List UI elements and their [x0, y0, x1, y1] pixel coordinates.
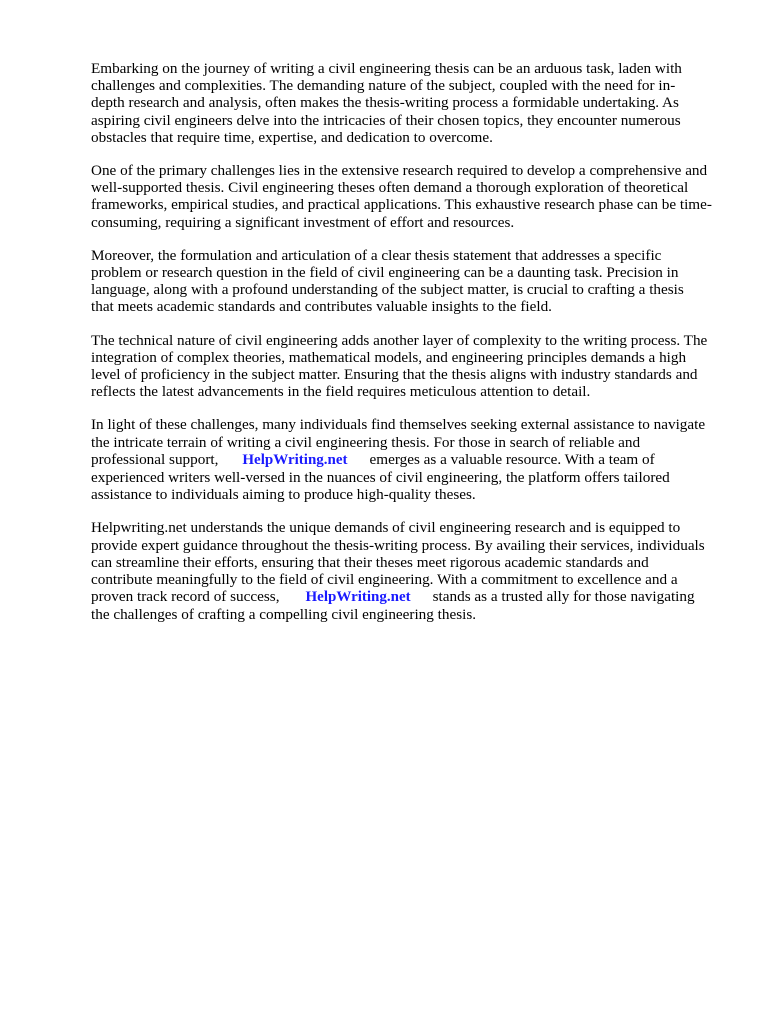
text-line: can streamline their efforts, ensuring that their theses meet rigorous academic standards and	[91, 553, 649, 571]
text-line-with-link	[91, 588, 727, 606]
text-line: that meets academic standards and contributes valuable insights to the field.	[91, 298, 552, 316]
text-line: consuming, requiring a significant investment of effort and resources.	[91, 213, 515, 231]
text-line: In light of these challenges, many individuals find themselves seeking external assistance to navigate	[91, 416, 706, 434]
text-line: assistance to individuals aiming to produce high-quality theses.	[91, 486, 476, 504]
text-fragment: proven track record of success,	[91, 588, 280, 606]
text-line: well-supported thesis. Civil engineering theses often demand a thorough exploration of theoretical	[91, 179, 689, 197]
text-line: The technical nature of civil engineering adds another layer of complexity to the writing process. The	[91, 331, 708, 349]
document-page	[91, 60, 727, 640]
text-line: the intricate terrain of writing a civil engineering thesis. For those in search of reliable and	[91, 433, 641, 451]
text-line: integration of complex theories, mathematical models, and engineering principles demands a high	[91, 348, 687, 366]
text-line: the challenges of crafting a compelling civil engineering thesis.	[91, 606, 477, 624]
text-line: aspiring civil engineers delve into the intricacies of their chosen topics, they encounter numerous	[91, 111, 681, 129]
text-line-with-link	[91, 451, 727, 469]
text-fragment: emerges as a valuable resource. With a team of	[369, 450, 655, 468]
text-line: problem or research question in the field of civil engineering can be a daunting task. Precision in	[91, 264, 679, 282]
text-line: Moreover, the formulation and articulation of a clear thesis statement that addresses a specific	[91, 246, 662, 264]
text-line: language, along with a profound understanding of the subject matter, is crucial to crafting a thesis	[91, 281, 684, 299]
text-line: experienced writers well-versed in the nuances of civil engineering, the platform offers tailored	[91, 469, 670, 487]
text-line: level of proficiency in the subject matter. Ensuring that the thesis aligns with industry standards and	[91, 366, 698, 384]
text-line: obstacles that require time, expertise, and dedication to overcome.	[91, 128, 493, 146]
helpwriting-link[interactable]: HelpWriting.net	[242, 451, 348, 468]
paragraph-6	[91, 519, 727, 623]
text-line: contribute meaningfully to the field of civil engineering. With a commitment to excellence and a	[91, 571, 678, 589]
text-line: provide expert guidance throughout the thesis-writing process. By availing their services, individuals	[91, 536, 705, 554]
text-line: reflects the latest advancements in the field requires meticulous attention to detail.	[91, 383, 591, 401]
paragraph-4	[91, 332, 727, 401]
paragraph-2	[91, 162, 727, 231]
helpwriting-link[interactable]: HelpWriting.net	[305, 589, 411, 606]
text-line: Embarking on the journey of writing a civil engineering thesis can be an arduous task, laden with	[91, 60, 682, 77]
text-line: challenges and complexities. The demanding nature of the subject, coupled with the need for in-	[91, 77, 676, 95]
text-line: Helpwriting.net understands the unique demands of civil engineering research and is equipped to	[91, 519, 681, 537]
text-fragment: professional support,	[91, 450, 219, 468]
paragraph-1	[91, 60, 727, 146]
text-fragment: stands as a trusted ally for those navigating	[432, 588, 695, 606]
text-line: One of the primary challenges lies in the extensive research required to develop a comprehensive and	[91, 162, 708, 180]
paragraph-3	[91, 247, 727, 316]
paragraph-5	[91, 416, 727, 503]
text-line: depth research and analysis, often makes the thesis-writing process a formidable undertaking. As	[91, 94, 679, 112]
text-line: frameworks, empirical studies, and practical applications. This exhaustive research phase can be time-	[91, 196, 712, 214]
